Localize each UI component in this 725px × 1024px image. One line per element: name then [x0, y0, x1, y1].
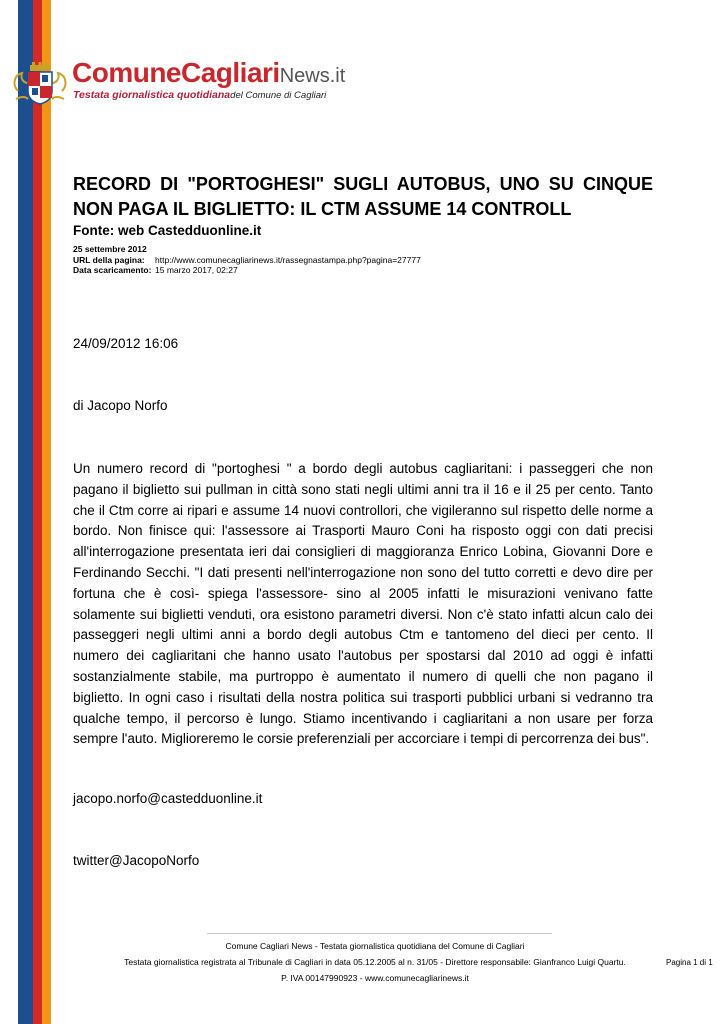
download-label: Data scaricamento: — [73, 265, 152, 275]
url-label: URL della pagina: — [73, 254, 145, 265]
tagline-bold: Testata giornalistica quotidiana — [73, 89, 231, 101]
url-row — [73, 255, 421, 266]
page-footer — [73, 938, 677, 986]
brand-suffix: News.it — [279, 65, 346, 87]
article-metadata — [73, 244, 421, 276]
brand-logo — [72, 57, 345, 92]
footer-divider — [207, 933, 552, 934]
city-crest-icon — [10, 61, 70, 105]
page-url[interactable]: http://www.comunecagliarinews.it/rassegnastampa.php?pagina=27777 — [155, 254, 421, 265]
side-stripe-orange — [42, 0, 51, 1024]
author-email[interactable]: jacopo.norfo@castedduonline.it — [73, 791, 263, 806]
publication-date: 25 settembre 2012 — [73, 244, 147, 254]
brand-name: ComuneCagliari — [72, 57, 280, 88]
tagline-rest: del Comune di Cagliari — [230, 90, 327, 101]
footer-line-3: P. IVA 00147990923 - www.comunecagliarinews.it — [281, 973, 469, 983]
side-stripe-red — [33, 0, 42, 1024]
side-stripe-blue — [18, 0, 33, 1024]
masthead — [10, 55, 346, 110]
footer-line-2: Testata giornalistica registrata al Tribunale di Cagliari in data 05.12.2005 al n. 31/05 - Direttore responsabile: Gianfranco Luigi Quartu. — [124, 957, 626, 967]
article-timestamp: 24/09/2012 16:06 — [73, 336, 179, 351]
download-row — [73, 265, 421, 276]
article-body: Un numero record di "portoghesi " a bordo degli autobus cagliaritani: i passeggeri che non pagano il biglietto sui pullman in città sono stati negli ultimi anni tra il 16 e il 25 per cento. Tanto che il Ctm corre ai ripari e assume 14 nuovi controllori, che vigileranno sul rispetto delle norme a bordo. Non finisce qui: l'assessore ai Trasporti Mauro Coni ha risposto oggi con dati precisi all'interrogazione presentata ieri dai consiglieri di maggioranza Enrico Lobina, Giovanni Dore e Ferdinando Secchi. "I dati presenti nell'interrogazione non sono del tutto corretti e devo dire per fortuna che è così- spiega l'assessore- sino al 2005 infatti le misurazioni venivano fatte solamente sui biglietti venduti, ora esistono parametri diversi. Non c'è stato infatti alcun calo dei passeggeri negli ultimi anni a bordo degli autobus Ctm e tantomeno del dieci per cento. Il numero dei cagliaritani che hanno usato l'autobus per spostarsi dal 2010 ad oggi è infatti sostanzialmente stabile, ma purtroppo è aumentato il numero di quelli che non pagano il biglietto. In ogni caso i risultati della nostra politica sui trasporti pubblici urbani si vedranno tra qualche tempo, il percorso è lungo. Stiamo incentivando i cagliaritani a non usare per forza sempre l'auto. Miglioreremo le corsie preferenziali per accorciare i tempi di percorrenza dei bus". — [73, 461, 653, 747]
footer-line-1: Comune Cagliari News - Testata giornalistica quotidiana del Comune di Cagliari — [225, 941, 525, 951]
download-date: 15 marzo 2017, 02:27 — [155, 265, 238, 275]
article-source: Fonte: web Castedduonline.it — [73, 223, 262, 238]
article-title: RECORD DI "PORTOGHESI" SUGLI AUTOBUS, UNO SU CINQUE NON PAGA IL BIGLIETTO: IL CTM ASSUME 14 CONTROLL — [73, 174, 653, 219]
brand-tagline — [73, 89, 326, 101]
author-twitter[interactable]: twitter@JacopoNorfo — [73, 853, 200, 868]
article-author: di Jacopo Norfo — [73, 398, 168, 413]
page-number: Pagina 1 di 1 — [666, 958, 713, 967]
